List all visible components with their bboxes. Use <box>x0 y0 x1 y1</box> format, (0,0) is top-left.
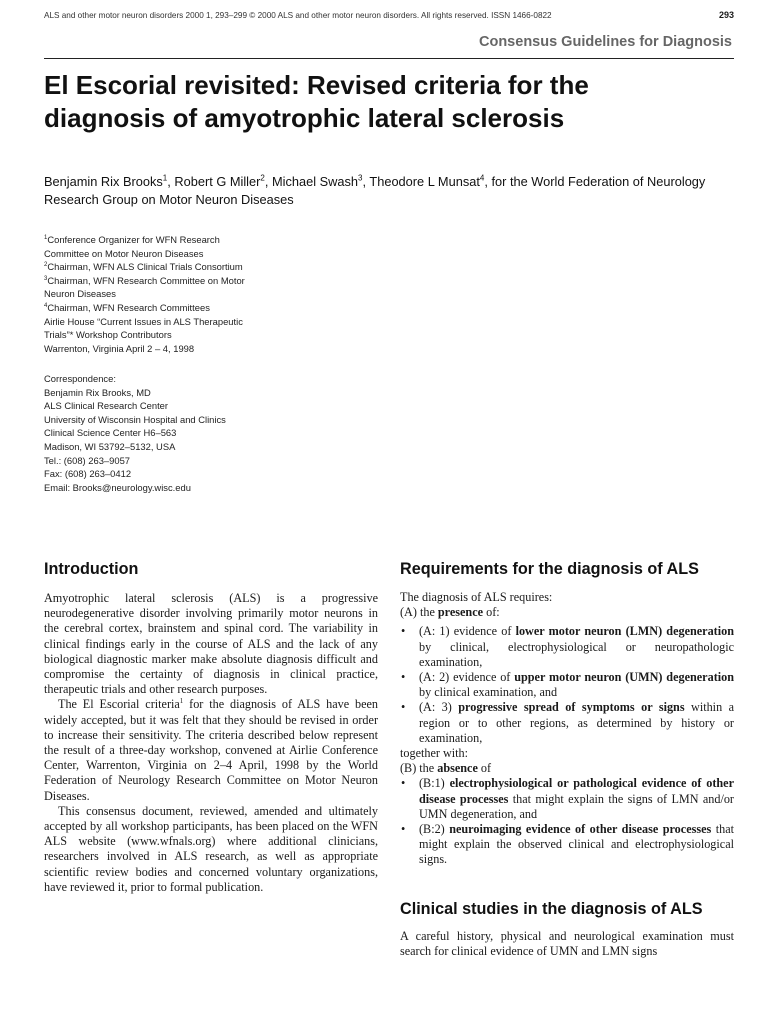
author-group: , for the World Federation of Neurology Research Group on Motor Neuron Diseases <box>44 174 706 207</box>
correspondence-email: Email: Brooks@neurology.wisc.edu <box>44 481 191 493</box>
affiliation-line: $^1$Conference Organizer for WFN Research <box>44 234 220 245</box>
affiliation-line: $^4$Chairman, WFN Research Committees <box>44 301 210 313</box>
running-head: ALS and other motor neuron disorders 2000 1, 293–299 © 2000 ALS and other motor neuron disorders. All rights reserved. ISSN 1466-0822 <box>44 11 552 20</box>
author-list: Benjamin Rix Brooks$^1$, Robert G Miller$^2$, Michael Swash$^3$, Theodore L Munsat$^4$, for the World Federation of Neurology Research Group on Motor Neuron Diseases <box>44 173 706 207</box>
bullet-icon: • <box>401 822 406 837</box>
paper-title <box>44 69 734 135</box>
correspondence-line: University of Wisconsin Hospital and Clinics <box>44 413 226 425</box>
header-rule <box>44 58 734 59</box>
affiliation-line: Trials”* Workshop Contributors <box>44 329 172 341</box>
bullet-icon: • <box>401 700 406 715</box>
page-number: 293 <box>718 10 734 20</box>
clinical-paragraph-1: A careful history, physical and neurological examination must search for clinical evidence of UMN and LMN signs <box>400 929 734 959</box>
bullet-icon: • <box>401 776 406 791</box>
affiliations-block <box>44 233 304 355</box>
requirements-a-list <box>400 624 734 746</box>
author-affil-marker: 1 <box>162 173 168 183</box>
author-affil-marker: 2 <box>260 173 265 183</box>
correspondence-fax: Fax: (608) 263–0412 <box>44 468 132 480</box>
intro-paragraph-1: Amyotrophic lateral sclerosis (ALS) is a progressive neurodegenerative disorder involving primarily motor neurons in the cerebral cortex, brainstem and spinal cord. The variability in clinical findings early in the course of ALS and the lack of any biological diagnostic marker make absolute diagnosis difficult and compromise the certainty of diagnosis in clinical practice, therapeutic trials and other research purposes. <box>44 591 378 697</box>
list-item: • (A: 1) evidence of lower motor neuron (LMN) degeneration by clinical, electrophysiological or neuropathologic examination, <box>401 624 734 669</box>
correspondence-line: Clinical Science Center H6–563 <box>44 427 177 439</box>
list-item: • (B:1) electrophysiological or pathological evidence of other disease processes that might explain the signs of LMN and/or UMN degeneration, and <box>401 776 734 821</box>
clinical-studies-body <box>400 929 734 959</box>
requirements-together: together with: <box>400 746 469 761</box>
requirements-b-list <box>400 776 734 867</box>
introduction-body <box>44 591 378 895</box>
author-name: Theodore L Munsat <box>369 174 480 189</box>
author-affil-marker: 4 <box>479 173 485 183</box>
title-line-1: El Escorial revisited: Revised criteria for the <box>44 70 589 100</box>
clinical-studies-heading: Clinical studies in the diagnosis of ALS <box>400 900 703 918</box>
intro-paragraph-3: This consensus document, reviewed, amended and ultimately accepted by all workshop participants, has been placed on the WFN ALS website (www.wfnals.org) where additional clinicians, researchers involved in ALS research, as well as appropriate scientific review bodies and concerned voluntary organizations, have reviewed it, prior to formal publication. <box>44 803 378 894</box>
correspondence-name: Benjamin Rix Brooks, MD <box>44 386 151 398</box>
correspondence-block <box>44 372 304 494</box>
correspondence-phone: Tel.: (608) 263–9057 <box>44 454 130 466</box>
affiliation-line: Committee on Motor Neuron Diseases <box>44 247 204 259</box>
introduction-heading: Introduction <box>44 560 139 578</box>
author-affil-marker: 3 <box>358 173 363 183</box>
intro-paragraph-2: The El Escorial criteria$^1$ for the diagnosis of ALS have been widely accepted, but it was felt that they should be revised in order to increase their sensitivity. The criteria described below represent the result of a three-day workshop, convened at Airlie Conference Center, Warrenton, Virginia on 2–4 April, 1998 by the World Federation of Neurology Research Committee on Motor Neuron Diseases. <box>44 697 378 803</box>
affiliation-line: $^2$Chairman, WFN ALS Clinical Trials Consortium <box>44 261 243 273</box>
requirements-intro: The diagnosis of ALS requires: <box>400 590 553 604</box>
section-label: Consensus Guidelines for Diagnosis <box>479 34 732 50</box>
correspondence-line: Madison, WI 53792–5132, USA <box>44 440 176 452</box>
author-name: Michael Swash <box>271 174 359 189</box>
list-item: • (A: 2) evidence of upper motor neuron (UMN) degeneration by clinical examination, and <box>401 670 735 700</box>
list-item: • (A: 3) progressive spread of symptoms or signs within a region or to other regions, as determined by history or examination, <box>401 700 735 745</box>
correspondence-line: ALS Clinical Research Center <box>44 400 169 412</box>
affiliation-line: $^3$Chairman, WFN Research Committee on Motor <box>44 274 245 286</box>
correspondence-label: Correspondence: <box>44 373 116 384</box>
title-line-2: diagnosis of amyotrophic lateral sclerosis <box>44 103 565 133</box>
requirements-b-label: (B) the absence of <box>400 761 492 776</box>
affiliation-line: Neuron Diseases <box>44 288 116 300</box>
bullet-icon: • <box>401 624 406 639</box>
author-name: Robert G Miller <box>174 174 261 189</box>
requirements-heading: Requirements for the diagnosis of ALS <box>400 560 699 578</box>
requirements-body <box>400 590 734 868</box>
author-name: Benjamin Rix Brooks <box>44 174 163 189</box>
affiliation-line: Airlie House “Current Issues in ALS Therapeutic <box>44 315 243 327</box>
bullet-icon: • <box>401 670 406 685</box>
citation-marker: 1 <box>179 697 184 706</box>
requirements-a-label: (A) the presence of: <box>400 605 500 620</box>
list-item: • (B:2) neuroimaging evidence of other disease processes that might explain the observed clinical and electrophysiological signs. <box>401 822 734 867</box>
affiliation-line: Warrenton, Virginia April 2 – 4, 1998 <box>44 342 195 354</box>
